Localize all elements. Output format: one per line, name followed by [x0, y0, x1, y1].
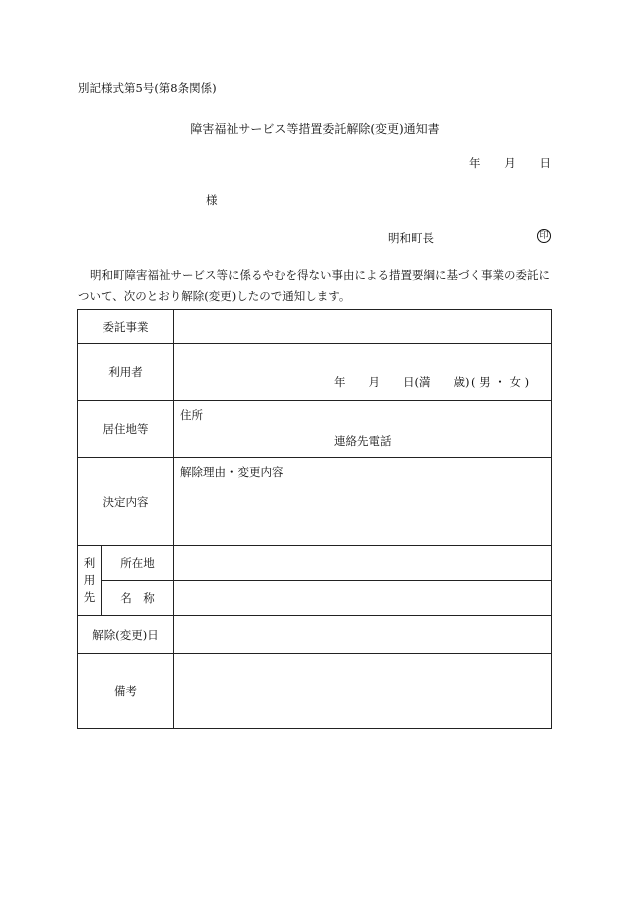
- date-day: 日: [539, 156, 551, 170]
- user-label: 利用者: [78, 344, 174, 401]
- facility-location-field[interactable]: [174, 546, 552, 581]
- decision-field[interactable]: [174, 458, 552, 546]
- remarks-label: 備考: [78, 654, 174, 729]
- row-remarks: [78, 654, 552, 729]
- document-title: 障害福祉サービス等措置委託解除(変更)通知書: [190, 122, 440, 136]
- user-field[interactable]: [174, 344, 552, 401]
- facility-group-label: [78, 546, 102, 616]
- decision-label: 決定内容: [78, 458, 174, 546]
- issuer-name: 明和町長: [388, 231, 434, 245]
- date-year: 年: [469, 156, 481, 170]
- row-consigned-business: [78, 310, 552, 344]
- address-label: 住所: [180, 408, 203, 422]
- seal-icon: 印: [537, 229, 551, 243]
- consigned-business-label: 委託事業: [78, 310, 174, 344]
- residence-label: 居住地等: [78, 401, 174, 458]
- form-number-label: 別記様式第5号(第8条関係): [78, 81, 217, 95]
- row-cancel-date: [78, 616, 552, 654]
- facility-group-char: 利: [83, 556, 96, 570]
- row-facility-location: [78, 546, 552, 581]
- facility-location-label: 所在地: [102, 546, 174, 581]
- user-sex: ( 男 ・ 女 ): [471, 375, 530, 389]
- row-user: [78, 344, 552, 401]
- facility-group-char: 用: [83, 573, 96, 587]
- notice-form-table: [77, 309, 552, 729]
- issue-date: [469, 155, 551, 171]
- facility-name-field[interactable]: [174, 581, 552, 616]
- user-birthdate-age: 年 月 日(満 歳): [334, 375, 470, 389]
- date-month: 月: [504, 156, 516, 170]
- residence-field[interactable]: [174, 401, 552, 458]
- consigned-business-field[interactable]: [174, 310, 552, 344]
- facility-group-char: 先: [83, 590, 96, 604]
- cancel-date-label: 解除(変更)日: [78, 616, 174, 654]
- phone-label: 連絡先電話: [334, 434, 392, 448]
- row-residence: [78, 401, 552, 458]
- facility-name-label: 名 称: [102, 581, 174, 616]
- notice-body-text: 明和町障害福祉サービス等に係るやむを得ない事由による措置要綱に基づく事業の委託について、次のとおり解除(変更)したので通知します。: [78, 268, 550, 303]
- cancel-date-field[interactable]: [174, 616, 552, 654]
- decision-sub-label: 解除理由・変更内容: [180, 465, 284, 479]
- remarks-field[interactable]: [174, 654, 552, 729]
- row-facility-name: [78, 581, 552, 616]
- row-decision: [78, 458, 552, 546]
- addressee-suffix: 様: [206, 193, 218, 207]
